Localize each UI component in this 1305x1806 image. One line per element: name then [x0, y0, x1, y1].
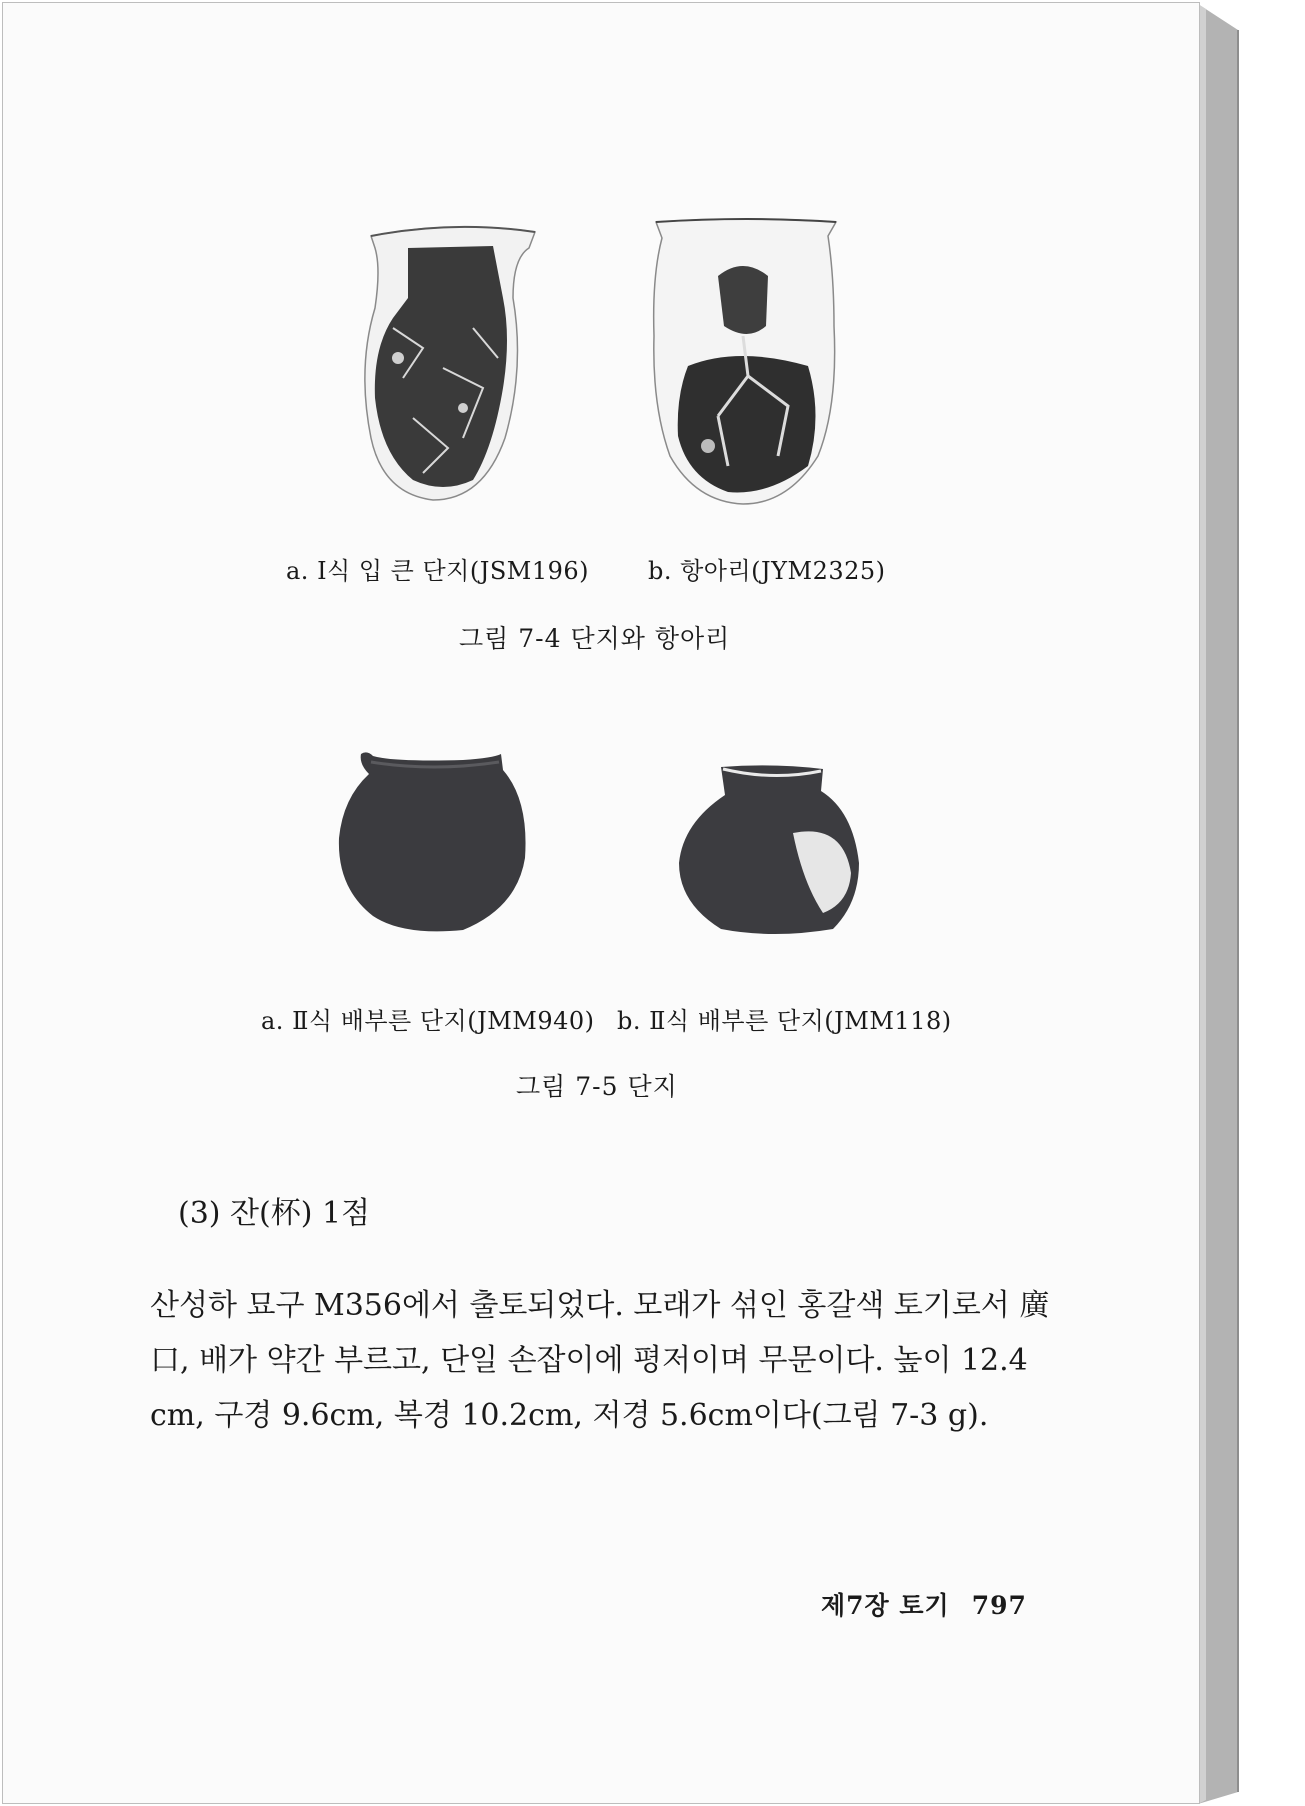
body-line: cm, 구경 9.6cm, 복경 10.2cm, 저경 5.6cm이다(그림 7-3 g). [150, 1398, 989, 1433]
book-page [2, 2, 1200, 1804]
page-number: 797 [971, 1591, 1027, 1620]
figure-7-5-title: 그림 7-5 단지 [516, 1072, 678, 1101]
jar-photo-jym2325 [648, 216, 843, 508]
body-paragraph [150, 1278, 1055, 1443]
chapter-label: 제7장 토기 [821, 1591, 950, 1620]
jar-photo-jmm118 [673, 763, 868, 938]
figure-7-5b-caption: b. Ⅱ식 배부른 단지(JMM118) [617, 1007, 952, 1035]
body-line: 口, 배가 약간 부르고, 단일 손잡이에 평저이며 무문이다. 높이 12.4 [150, 1343, 1028, 1378]
jar-photo-jmm940 [333, 748, 528, 938]
figure-7-4a-caption: a. Ⅰ식 입 큰 단지(JSM196) [286, 557, 590, 585]
jar-photo-jsm196 [353, 218, 553, 508]
page-footer [821, 1586, 1027, 1622]
section-heading: (3) 잔(杯) 1점 [178, 1196, 371, 1231]
figure-7-5a-caption: a. Ⅱ식 배부른 단지(JMM940) [261, 1007, 595, 1035]
figure-7-4-title: 그림 7-4 단지와 항아리 [459, 624, 731, 653]
figure-7-4b-caption: b. 항아리(JYM2325) [648, 557, 886, 585]
body-line: 산성하 묘구 M356에서 출토되었다. 모래가 섞인 홍갈색 토기로서 廣 [150, 1288, 1050, 1323]
